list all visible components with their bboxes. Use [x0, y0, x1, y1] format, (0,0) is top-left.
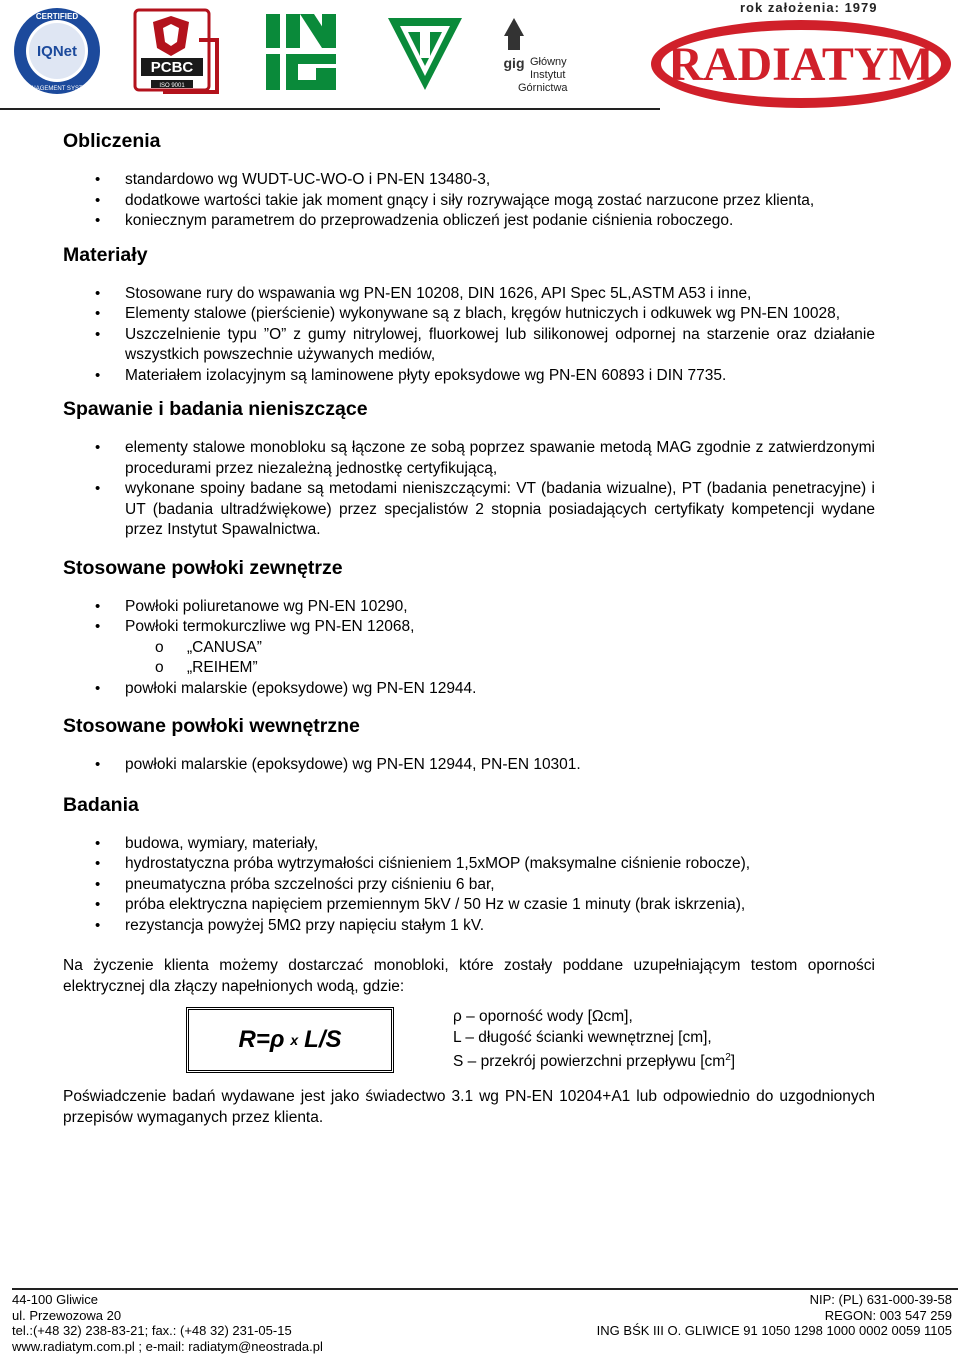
- letterhead: [0, 0, 960, 112]
- list-item: • elementy stalowe monobloku są łączone ze sobą poprzez spawanie metodą MAG zgodnie z zatwierdzonymi procedurami przez niezależną jednostkę certyfikującą,: [63, 438, 875, 479]
- formula-box: [186, 1007, 394, 1073]
- list-item: • Materiałem izolacyjnym są laminowene płyty epoksydowe wg PN-EN 60893 i DIN 7735.: [63, 366, 875, 387]
- list-item: • koniecznym parametrem do przeprowadzenia obliczeń jest podanie ciśnienia roboczego.: [63, 211, 875, 232]
- header-divider: [0, 108, 660, 110]
- section-title-spawanie: Spawanie i badania nieniszczące: [63, 398, 368, 420]
- definition-s-superscript: 2: [725, 1052, 731, 1063]
- footer-line: REGON: 003 547 259: [824, 1307, 952, 1323]
- list-spawanie: [63, 438, 875, 541]
- section-title-badania: Badania: [63, 793, 139, 816]
- formula-block: [63, 1007, 875, 1077]
- document-body: [63, 128, 875, 1128]
- section-title-materialy: Materiały: [63, 243, 148, 266]
- list-item: • budowa, wymiary, materiały,: [63, 834, 875, 855]
- formula-left: R=ρ: [238, 1026, 285, 1053]
- list-item: • dodatkowe wartości takie jak moment gnący i siły rozrywające mogą zostać narzucone przez klienta,: [63, 191, 875, 212]
- sublist-item: o „CANUSA”: [125, 638, 875, 659]
- definition-l: L – długość ścianki wewnętrznej [cm],: [453, 1028, 712, 1046]
- footer-line: tel.:(+48 32) 238-83-21; fax.: (+48 32) 231-05-15: [12, 1323, 292, 1338]
- list-materialy: [63, 284, 875, 387]
- section-title-powloki-wewnetrzne: Stosowane powłoki wewnętrzne: [63, 715, 360, 737]
- list-item-text: Powłoki termokurczliwe wg PN-EN 12068,: [125, 618, 415, 635]
- svg-text:CERTIFIED: CERTIFIED: [35, 12, 79, 21]
- gig-name-line: Instytut: [530, 69, 566, 81]
- list-item: • powłoki malarskie (epoksydowe) wg PN-EN 12944.: [63, 679, 875, 700]
- radiatym-logo-icon: [648, 14, 954, 110]
- list-badania: [63, 834, 875, 937]
- list-powloki-wewnetrzne: [63, 755, 875, 776]
- sublist-termokurczliwe: [125, 638, 875, 679]
- gig-name-line: Górnictwa: [518, 82, 568, 94]
- svg-text:PCBC: PCBC: [150, 59, 194, 76]
- definition-s-end: ]: [730, 1053, 736, 1071]
- list-item: • wykonane spoiny badane są metodami nieniszczącymi: VT (badania wizualne), PT (badania penetracyjne) i UT (badania ultradźwiękowe) przez specjalistów 2 stopnia posiadających certyfikaty kompetencji wydane przez Instytut Spawalnictwa.: [63, 479, 875, 541]
- section-title-powloki-zewnetrzne: Stosowane powłoki zewnętrze: [63, 556, 343, 579]
- list-item: • powłoki malarskie (epoksydowe) wg PN-EN 12944, PN-EN 10301.: [63, 755, 875, 776]
- gig-name-line: Główny: [530, 56, 567, 68]
- footer-line: www.radiatym.com.pl ; e-mail: radiatym@neostrada.pl: [12, 1338, 323, 1354]
- list-item: • rezystancja powyżej 5MΩ przy napięciu stałym 1 kV.: [63, 916, 875, 937]
- svg-text:IQNet: IQNet: [36, 43, 78, 60]
- definition-rho: ρ – oporność wody [Ωcm],: [453, 1008, 633, 1025]
- definition-s-text: S – przekrój powierzchni przepływu [cm: [453, 1053, 726, 1071]
- inig-logo-icon: [266, 14, 336, 90]
- svg-text:MANAGEMENT SYSTEM: MANAGEMENT SYSTEM: [22, 86, 92, 92]
- svg-text:ISO 9001: ISO 9001: [159, 83, 185, 89]
- svg-text:gig: gig: [503, 55, 525, 71]
- list-item: • Stosowane rury do wspawania wg PN-EN 10208, DIN 1626, API Spec 5L,ASTM A53 i inne,: [63, 284, 875, 305]
- list-item: • hydrostatyczna próba wytrzymałości ciśnieniem 1,5xMOP (maksymalne ciśnienie robocze),: [63, 854, 875, 875]
- formula-times: x: [290, 1032, 299, 1048]
- paragraph-certificate: Poświadczenie badań wydawane jest jako świadectwo 3.1 wg PN-EN 10204+A1 lub odpowiednio do uzgodnionych przepisów wymaganych przez klienta.: [63, 1088, 875, 1126]
- paragraph-water-resistance: Na życzenie klienta możemy dostarczać monobloki, które zostały poddane uzupełniającym testom oporności elektrycznej dla złączy napełnionych wodą, gdzie:: [63, 957, 875, 995]
- footer-divider: [12, 1288, 958, 1290]
- list-item: • Powłoki poliuretanowe wg PN-EN 10290,: [63, 597, 875, 618]
- footer-line: 44-100 Gliwice: [12, 1292, 98, 1307]
- formula-definitions: [453, 1007, 735, 1073]
- sublist-item: o „REIHEM”: [125, 658, 875, 679]
- iqnet-certified-seal-icon: [12, 6, 102, 96]
- list-powloki-zewnetrzne: [63, 597, 875, 700]
- footer-company-ids: [597, 1292, 952, 1339]
- list-item: • standardowo wg WUDT-UC-WO-O i PN-EN 13480-3,: [63, 170, 875, 191]
- definition-s: [453, 1048, 735, 1073]
- formula-right: L/S: [304, 1026, 342, 1053]
- list-item: • Uszczelnienie typu ”O” z gumy nitrylowej, fluorkowej lub silikonowej odpornej na starzenie oraz działanie wszystkich powszechnie używanych mediów,: [63, 325, 875, 366]
- radiatym-brand-text: RADIATYM: [668, 38, 934, 91]
- section-title-obliczenia: Obliczenia: [63, 130, 161, 152]
- list-item: [63, 617, 875, 679]
- footer-address: [12, 1292, 323, 1354]
- pcbc-eagle-logo-icon: [133, 8, 221, 96]
- founded-label: rok założenia: 1979: [740, 0, 878, 15]
- list-item: • Elementy stalowe (pierścienie) wykonywane są z blach, kręgów hutniczych i odkuwek wg PN-EN 10028,: [63, 304, 875, 325]
- list-item: • pneumatyczna próba szczelności przy ciśnieniu 6 bar,: [63, 875, 875, 896]
- tdt-shield-logo-icon: [384, 14, 466, 92]
- list-item: • próba elektryczna napięciem przemiennym 5kV / 50 Hz w czasie 1 minuty (brak iskrzenia),: [63, 895, 875, 916]
- footer-line: NIP: (PL) 631-000-39-58: [809, 1292, 952, 1307]
- list-obliczenia: [63, 170, 875, 232]
- gig-logo-icon: [498, 14, 530, 74]
- footer-line: ul. Przewozowa 20: [12, 1307, 122, 1323]
- footer-line: ING BŚK III O. GLIWICE 91 1050 1298 1000 0002 0059 1105: [596, 1323, 952, 1338]
